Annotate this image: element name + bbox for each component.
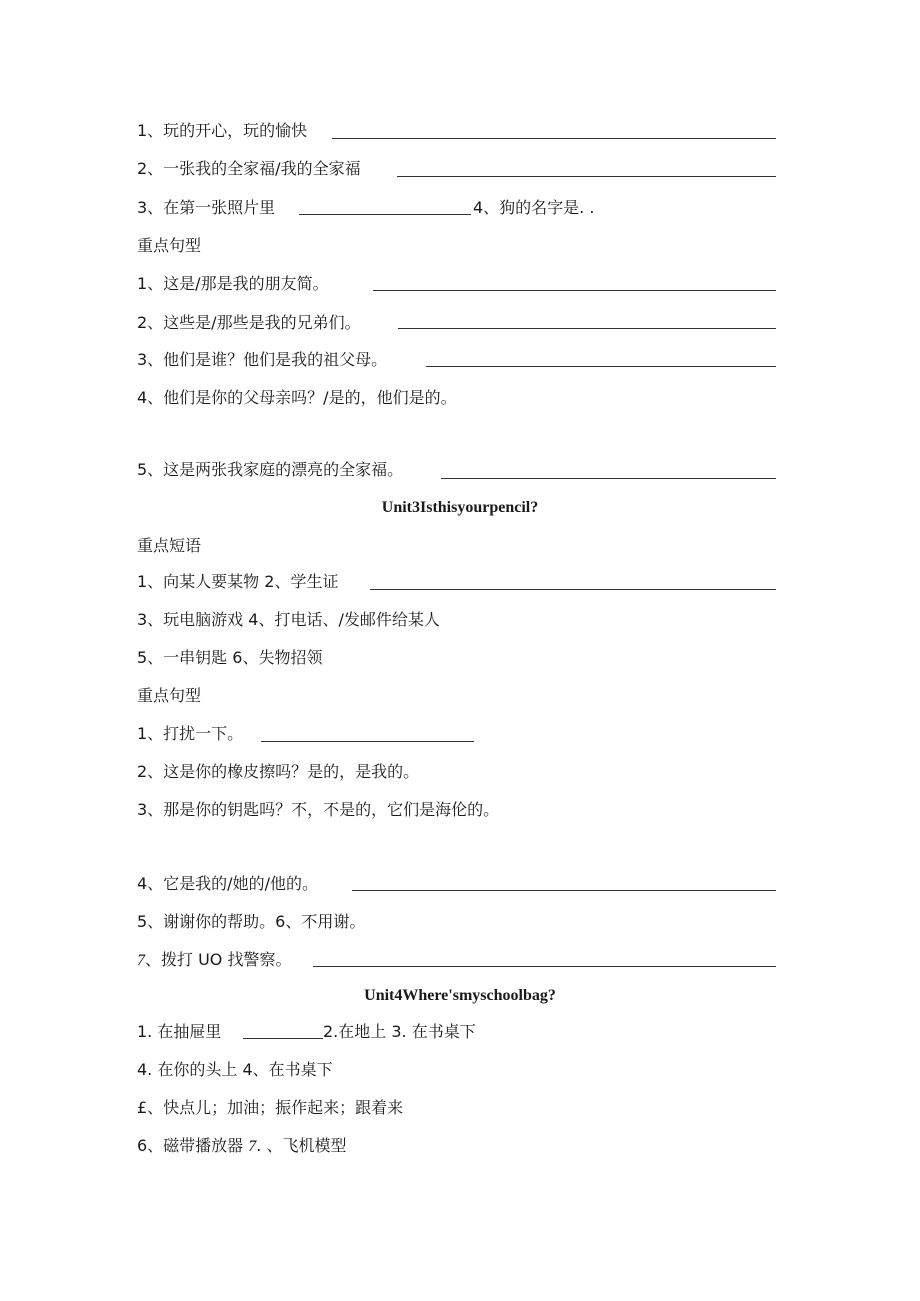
sentence-mine-hers: 4、它是我的/她的/他的。 xyxy=(137,874,318,893)
sentence-friend-jane: 1、这是/那是我的朋友简。 xyxy=(137,274,329,293)
phrase-keys: 5、一串钥匙 6、失物招领 xyxy=(137,648,323,667)
phrase-on-head: 4. 在你的头上 4、在书桌下 xyxy=(137,1060,333,1079)
phrase-text: 6、磁带播放器 xyxy=(137,1136,249,1155)
answer-blank[interactable] xyxy=(313,966,776,967)
item-number: 7 xyxy=(248,1138,257,1155)
sentence-thanks: 5、谢谢你的帮助。6、不用谢。 xyxy=(137,912,366,931)
phrase-on-floor: 2.在地上 3. 在书桌下 xyxy=(323,1022,476,1041)
answer-blank[interactable] xyxy=(352,890,776,891)
unit3-title: Unit3Isthisyourpencil? xyxy=(381,499,539,516)
sentence-call-police xyxy=(137,950,291,971)
unit4-title: Unit4Where'smyschoolbag? xyxy=(364,987,556,1004)
phrase-come-on: £、快点儿；加油；振作起来；跟着来 xyxy=(137,1098,404,1117)
sentence-parents: 4、他们是你的父母亲吗？/是的，他们是的。 xyxy=(137,388,457,407)
phrase-in-drawer: 1. 在抽屉里 xyxy=(137,1022,222,1041)
answer-blank[interactable] xyxy=(370,589,776,590)
section-heading-sentences: 重点句型 xyxy=(137,236,202,255)
answer-blank[interactable] xyxy=(332,138,776,139)
sentence-brothers: 2、这些是/那些是我的兄弟们。 xyxy=(137,313,361,332)
answer-blank[interactable] xyxy=(398,328,776,329)
phrase-dog-name: 4、狗的名字是. . xyxy=(473,198,595,217)
phrase-computer-games: 3、玩电脑游戏 4、打电话、/发邮件给某人 xyxy=(137,610,440,629)
answer-blank[interactable] xyxy=(261,741,474,742)
phrase-have-fun: 1、玩的开心，玩的愉快 xyxy=(137,121,308,140)
sentence-grandparents: 3、他们是谁？他们是我的祖父母。 xyxy=(137,350,388,369)
section-heading-phrases: 重点短语 xyxy=(137,536,202,555)
answer-blank[interactable] xyxy=(426,366,776,367)
answer-blank[interactable] xyxy=(397,176,776,177)
phrase-first-photo: 3、在第一张照片里 xyxy=(137,198,276,217)
answer-blank[interactable] xyxy=(373,290,776,291)
sentence-eraser: 2、这是你的橡皮擦吗？是的，是我的。 xyxy=(137,762,420,781)
answer-blank[interactable] xyxy=(299,214,471,215)
sentence-family-photos: 5、这是两张我家庭的漂亮的全家福。 xyxy=(137,460,404,479)
sentence-excuse-me: 1、打扰一下。 xyxy=(137,724,244,743)
answer-blank[interactable] xyxy=(441,478,776,479)
section-heading-sentences-2: 重点句型 xyxy=(137,686,202,705)
answer-blank[interactable] xyxy=(243,1038,323,1039)
phrase-family-photo: 2、一张我的全家福/我的全家福 xyxy=(137,159,361,178)
sentence-text: 、拨打 UO 找警察。 xyxy=(145,950,292,969)
phrase-ask-for: 1、向某人要某物 2、学生证 xyxy=(137,572,339,591)
phrase-tape-player xyxy=(137,1136,346,1157)
phrase-text-2: . 、飞机模型 xyxy=(256,1136,347,1155)
sentence-keys: 3、那是你的钥匙吗？不，不是的，它们是海伦的。 xyxy=(137,800,500,819)
item-number: 7 xyxy=(137,952,145,969)
